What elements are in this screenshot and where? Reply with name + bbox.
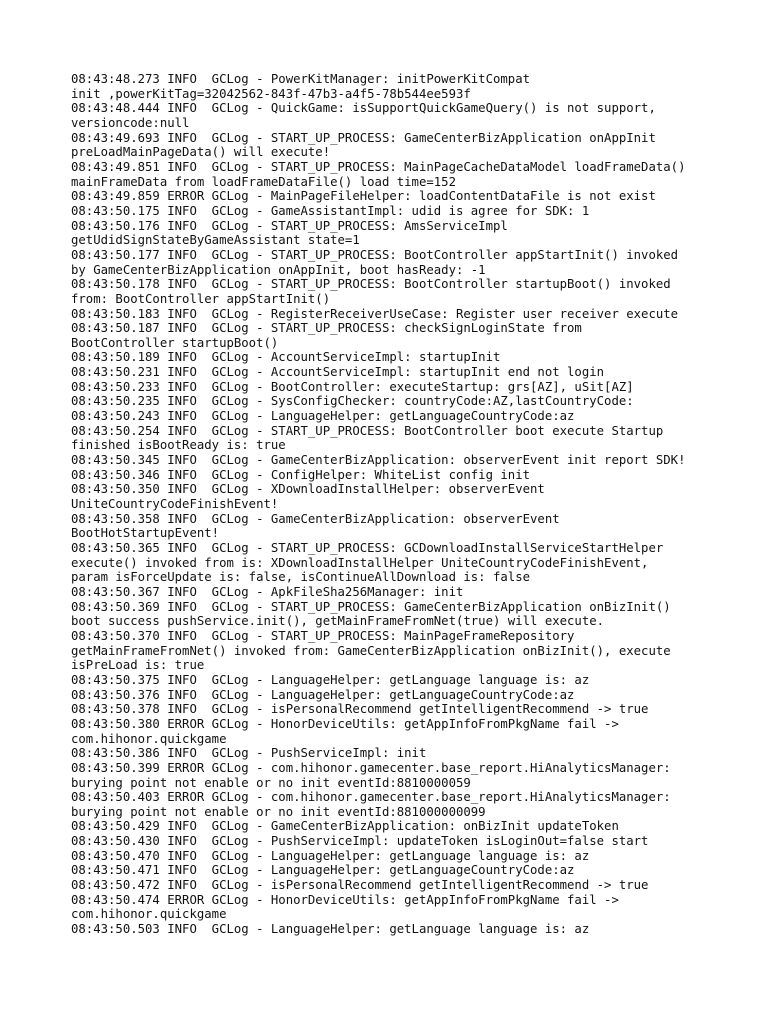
- log-entry: 08:43:50.380 ERROR GCLog - HonorDeviceUtils: getAppInfoFromPkgName fail -> com.hihonor.quickgame: [71, 716, 619, 746]
- log-entry: 08:43:50.345 INFO GCLog - GameCenterBizApplication: observerEvent init report SDK!: [71, 453, 686, 468]
- log-entry: 08:43:48.444 INFO GCLog - QuickGame: isSupportQuickGameQuery() is not support, versioncode:null: [71, 101, 656, 130]
- log-entry: 08:43:50.474 ERROR GCLog - HonorDeviceUtils: getAppInfoFromPkgName fail -> com.hihonor.quickgame: [71, 892, 619, 922]
- log-document: [71, 72, 761, 937]
- log-entry: 08:43:50.471 INFO GCLog - LanguageHelper: getLanguageCountryCode:az: [71, 863, 575, 878]
- log-entry: 08:43:50.376 INFO GCLog - LanguageHelper: getLanguageCountryCode:az: [71, 687, 575, 702]
- log-entry: 08:43:50.430 INFO GCLog - PushServiceImpl: updateToken isLoginOut=false start: [71, 834, 649, 849]
- log-entry: 08:43:50.370 INFO GCLog - START_UP_PROCESS: MainPageFrameRepository getMainFrameFromNet() invoked from: GameCenterBizApplication onBizInit(), execute isPreLoad is: true: [71, 628, 671, 673]
- log-entry: 08:43:50.369 INFO GCLog - START_UP_PROCESS: GameCenterBizApplication onBizInit() boot success pushService.init(), getMainFrameFromNet(true) will execute.: [71, 599, 671, 629]
- log-entry: 08:43:49.851 INFO GCLog - START_UP_PROCESS: MainPageCacheDataModel loadFrameData() mainFrameData from loadFrameDataFile() load time=152: [71, 159, 686, 189]
- log-entry: 08:43:50.365 INFO GCLog - START_UP_PROCESS: GCDownloadInstallServiceStartHelper execute() invoked from is: XDownloadInstallHelper UniteCountryCodeFinishEvent, param isForceUpdate is: false, isContinueAllDownload is: false: [71, 541, 664, 585]
- log-entry: 08:43:50.243 INFO GCLog - LanguageHelper: getLanguageCountryCode:az: [71, 409, 575, 424]
- log-entry: 08:43:49.693 INFO GCLog - START_UP_PROCESS: GameCenterBizApplication onAppInit preLoadMainPageData() will execute!: [71, 130, 656, 160]
- log-entry: 08:43:50.177 INFO GCLog - START_UP_PROCESS: BootController appStartInit() invoked by GameCenterBizApplication onAppInit, boot hasReady: -1: [71, 247, 679, 277]
- log-entry: 08:43:50.375 INFO GCLog - LanguageHelper: getLanguage language is: az: [71, 672, 590, 687]
- log-entry: 08:43:50.503 INFO GCLog - LanguageHelper: getLanguage language is: az: [71, 922, 590, 937]
- log-entry: 08:43:50.470 INFO GCLog - LanguageHelper: getLanguage language is: az: [71, 848, 590, 863]
- log-entry: 08:43:50.472 INFO GCLog - isPersonalRecommend getIntelligentRecommend -> true: [71, 878, 649, 893]
- log-entry: 08:43:49.859 ERROR GCLog - MainPageFileHelper: loadContentDataFile is not exist: [71, 189, 656, 204]
- log-entry: 08:43:50.183 INFO GCLog - RegisterReceiverUseCase: Register user receiver execute: [71, 306, 679, 321]
- log-entry: 08:43:50.233 INFO GCLog - BootController: executeStartup: grs[AZ], uSit[AZ]: [71, 379, 634, 394]
- log-entry: 08:43:50.378 INFO GCLog - isPersonalRecommend getIntelligentRecommend -> true: [71, 702, 649, 717]
- log-entry: 08:43:50.254 INFO GCLog - START_UP_PROCESS: BootController boot execute Startup finished isBootReady is: true: [71, 423, 664, 453]
- log-entry: 08:43:50.367 INFO GCLog - ApkFileSha256Manager: init: [71, 584, 464, 599]
- log-entry: 08:43:50.231 INFO GCLog - AccountServiceImpl: startupInit end not login: [71, 365, 605, 380]
- log-entry: 08:43:50.178 INFO GCLog - START_UP_PROCESS: BootController startupBoot() invoked from: BootController appStartInit(): [71, 277, 671, 306]
- log-entry: 08:43:50.399 ERROR GCLog - com.hihonor.gamecenter.base_report.HiAnalyticsManager: burying point not enable or no init eventId:8810000059: [71, 760, 671, 790]
- log-entry: 08:43:50.176 INFO GCLog - START_UP_PROCESS: AmsServiceImpl getUdidSignStateByGameAssistant state=1: [71, 218, 508, 248]
- log-entry: 08:43:50.429 INFO GCLog - GameCenterBizApplication: onBizInit updateToken: [71, 819, 619, 834]
- log-entry: 08:43:50.350 INFO GCLog - XDownloadInstallHelper: observerEvent UniteCountryCodeFinishEvent!: [71, 482, 545, 512]
- log-entry: 08:43:50.175 INFO GCLog - GameAssistantImpl: udid is agree for SDK: 1: [71, 203, 590, 218]
- log-entry: 08:43:50.189 INFO GCLog - AccountServiceImpl: startupInit: [71, 350, 501, 365]
- log-entry: 08:43:50.187 INFO GCLog - START_UP_PROCESS: checkSignLoginState from BootController startupBoot(): [71, 321, 582, 350]
- log-entry: 08:43:50.235 INFO GCLog - SysConfigChecker: countryCode:AZ,lastCountryCode:: [71, 394, 634, 409]
- log-entry: 08:43:50.386 INFO GCLog - PushServiceImpl: init: [71, 746, 427, 761]
- log-entry: 08:43:48.273 INFO GCLog - PowerKitManager: initPowerKitCompat init ,powerKitTag=32042562-843f-47b3-a4f5-78b544ee593f: [71, 72, 531, 101]
- log-entry: 08:43:50.346 INFO GCLog - ConfigHelper: WhiteList config init: [71, 467, 531, 482]
- log-entry: 08:43:50.403 ERROR GCLog - com.hihonor.gamecenter.base_report.HiAnalyticsManager: burying point not enable or no init eventId:881000000099: [71, 790, 671, 819]
- log-entry: 08:43:50.358 INFO GCLog - GameCenterBizApplication: observerEvent BootHotStartupEvent!: [71, 511, 560, 541]
